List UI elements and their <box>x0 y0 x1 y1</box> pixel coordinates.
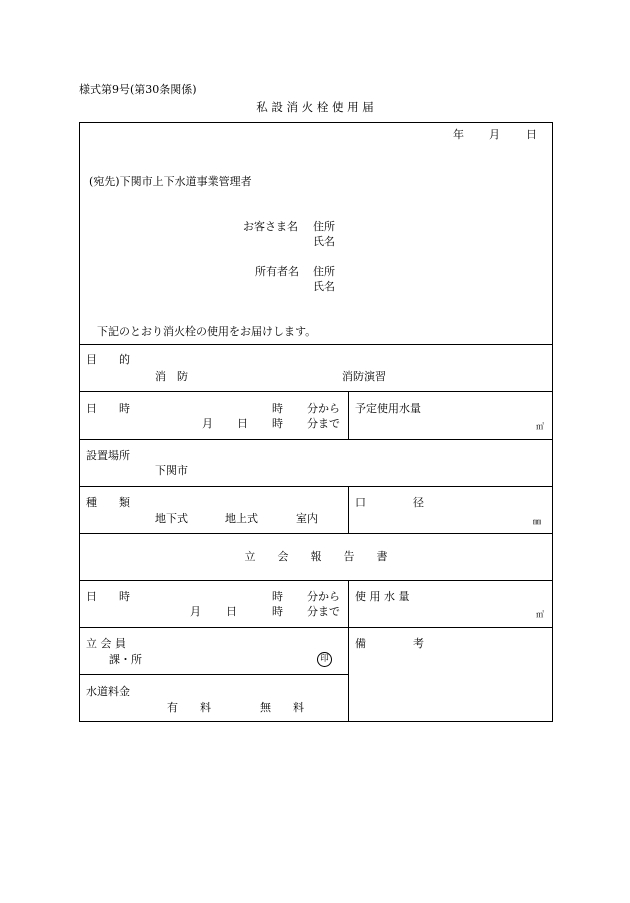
datetime-minute-from: 分から <box>307 402 340 415</box>
rule-after-type <box>80 533 552 534</box>
date-year: 年 <box>453 128 464 141</box>
used-water-unit: ㎥ <box>536 610 544 619</box>
rule-after-report-title <box>80 580 552 581</box>
divider-report <box>348 580 349 721</box>
customer-name-label: 氏名 <box>313 235 335 248</box>
rule-after-witness <box>80 674 348 675</box>
water-fee-free: 無 料 <box>260 701 304 714</box>
report-datetime-label: 日 時 <box>86 590 130 603</box>
rule-after-datetime <box>80 439 552 440</box>
statement: 下記のとおり消火栓の使用をお届けします。 <box>97 325 317 338</box>
report-hour-until: 時 <box>272 605 283 618</box>
diameter-label-right: 径 <box>413 496 424 509</box>
form-title: 私 設 消 火 栓 使 用 届 <box>256 100 374 114</box>
type-label: 種 類 <box>86 496 130 509</box>
datetime-hour-until: 時 <box>272 417 283 430</box>
owner-name-label: 氏名 <box>313 280 335 293</box>
datetime-minute-until: 分まで <box>307 417 340 430</box>
datetime-day: 日 <box>237 417 248 430</box>
datetime-label: 日 時 <box>86 402 130 415</box>
used-water-label: 使 用 水 量 <box>355 590 410 603</box>
type-aboveground: 地上式 <box>225 512 258 525</box>
date-month: 月 <box>489 128 500 141</box>
witness-label: 立 会 員 <box>86 637 126 650</box>
date-day: 日 <box>526 128 537 141</box>
purpose-label: 目 的 <box>86 353 130 366</box>
report-month: 月 <box>190 605 201 618</box>
owner-label: 所有者名 <box>255 265 299 278</box>
purpose-drill: 消防演習 <box>342 370 386 383</box>
remarks-label-left: 備 <box>355 637 366 650</box>
water-fee-paid: 有 料 <box>167 701 211 714</box>
location-label: 設置場所 <box>86 449 130 462</box>
datetime-hour-from: 時 <box>272 402 283 415</box>
type-underground: 地下式 <box>155 512 188 525</box>
rule-after-report-datetime <box>80 627 552 628</box>
diameter-unit: ㎜ <box>533 517 541 526</box>
diameter-label-left: 口 <box>355 496 366 509</box>
planned-water-label: 予定使用水量 <box>355 402 421 415</box>
location-city: 下関市 <box>155 464 188 477</box>
owner-address-label: 住所 <box>313 265 335 278</box>
remarks-label-right: 考 <box>413 637 424 650</box>
form-frame <box>79 122 553 722</box>
planned-water-unit: ㎥ <box>536 422 544 431</box>
rule-after-purpose <box>80 391 552 392</box>
form-reference: 様式第9号(第30条関係) <box>79 83 197 96</box>
water-fee-label: 水道料金 <box>86 685 130 698</box>
customer-address-label: 住所 <box>313 220 335 233</box>
datetime-month: 月 <box>202 417 213 430</box>
report-hour-from: 時 <box>272 590 283 603</box>
witness-section: 課・所 <box>109 653 142 666</box>
rule-after-application <box>80 344 552 345</box>
report-minute-from: 分から <box>307 590 340 603</box>
seal-mark: 印 <box>317 652 332 667</box>
report-day: 日 <box>226 605 237 618</box>
customer-label: お客さま名 <box>243 220 298 233</box>
report-title: 立 会 報 告 書 <box>244 550 388 563</box>
divider-datetime <box>348 391 349 439</box>
rule-after-location <box>80 486 552 487</box>
addressee: (宛先)下関市上下水道事業管理者 <box>89 175 252 188</box>
report-minute-until: 分まで <box>307 605 340 618</box>
divider-type <box>348 486 349 533</box>
type-indoor: 室内 <box>296 512 318 525</box>
purpose-firefighting: 消 防 <box>155 370 188 383</box>
